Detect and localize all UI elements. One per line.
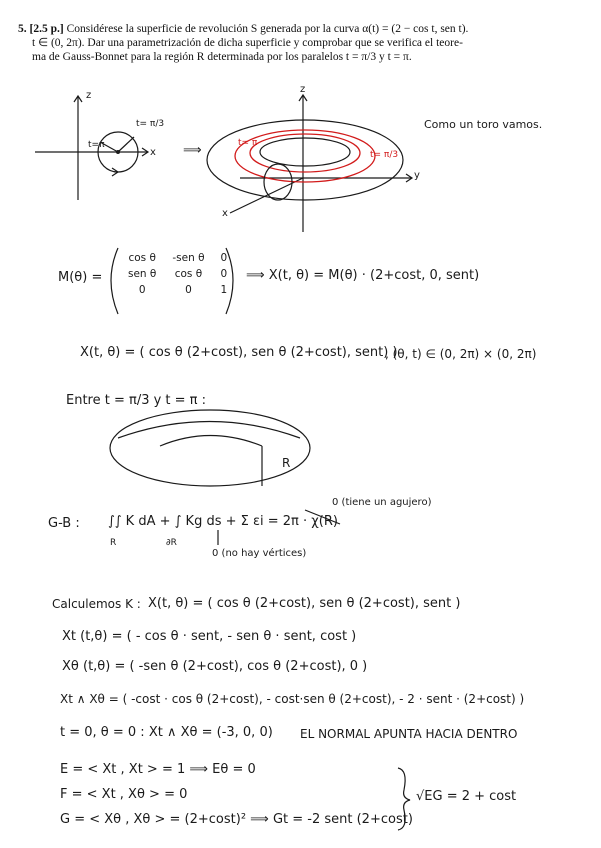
torus-hole — [260, 138, 350, 166]
calc-xt: Xt (t,θ) = ( - cos θ · sent, - sen θ · sent, cost ) — [62, 629, 357, 644]
calc-normal-note: EL NORMAL APUNTA HACIA DENTRO — [300, 727, 518, 741]
rotation-matrix — [120, 250, 235, 298]
problem-text-3: ma de Gauss-Bonnet para la región R determinada por los paralelos t = π/3 y t = π. — [32, 51, 412, 63]
right-y-label: y — [414, 170, 420, 181]
problem-text-1: Considérese la superficie de revolución S generada por la curva α(t) = (2 − cos t, sen t). — [66, 23, 469, 35]
problem-text-2: t ∈ (0, 2π). Dar una parametrización de dicha superficie y comprobar que se verifica el teore- — [32, 37, 463, 49]
region-r-label: R — [282, 456, 291, 470]
m02: 0 — [220, 252, 228, 264]
m12: 0 — [220, 268, 228, 280]
region-label: Entre t = π/3 y t = π : — [66, 393, 207, 408]
left-t-pi3-label: t= π/3 — [136, 119, 165, 129]
m00: cos θ — [128, 252, 156, 264]
gb-sub-r: R — [110, 538, 117, 548]
region-torus-hole — [160, 436, 262, 447]
circle-center — [116, 150, 120, 154]
calc-F: F = < Xt , Xθ > = 0 — [60, 787, 188, 802]
gb-zero-top: 0 (tiene un agujero) — [332, 497, 432, 508]
red-t-pi-label: t= π — [238, 138, 258, 148]
right-z-label: z — [300, 84, 306, 95]
implies-arrow: ⟹ — [183, 143, 202, 158]
calc-sqrt: √EG = 2 + cost — [416, 789, 517, 804]
problem-number: 5. — [18, 23, 27, 35]
calc-G: G = < Xθ , Xθ > = (2+cost)² ⟹ Gt = -2 sent (2+cost) — [60, 812, 413, 827]
calc-normal-t: t = 0, θ = 0 : Xt ∧ Xθ = (-3, 0, 0) — [60, 725, 273, 740]
param-eq: X(t, θ) = ( cos θ (2+cost), sen θ (2+cost), sent) ) — [80, 345, 398, 360]
m01: -sen θ — [172, 252, 205, 264]
left-z-label: z — [86, 90, 92, 101]
matrix-lhs: M(θ) = — [58, 270, 103, 285]
gb-zero-bottom: 0 (no hay vértices) — [212, 548, 307, 559]
torus-note: Como un toro vamos. — [424, 118, 543, 131]
left-t-pi-label: t=π — [88, 140, 105, 150]
problem-points: [2.5 p.] — [29, 23, 64, 35]
gb-sub-dr: ∂R — [166, 538, 177, 548]
calc-x-eq: X(t, θ) = ( cos θ (2+cost), sen θ (2+cost), sent ) — [148, 596, 461, 611]
param-domain: , (θ, t) ∈ (0, 2π) × (0, 2π) — [385, 347, 537, 361]
red-t-pi3-label: t= π/3 — [370, 150, 399, 160]
matrix-left-paren — [111, 248, 118, 314]
m20: 0 — [138, 284, 146, 296]
m10: sen θ — [128, 268, 157, 280]
calc-cross: Xt ∧ Xθ = ( -cost · cos θ (2+cost), - cost·sen θ (2+cost), - 2 · sent · (2+cost) ) — [60, 692, 525, 706]
radius-line — [118, 137, 134, 152]
calc-intro: Calculemos K : — [52, 597, 141, 611]
calc-xtheta: Xθ (t,θ) = ( -sen θ (2+cost), cos θ (2+cost), 0 ) — [62, 659, 368, 674]
m11: cos θ — [174, 268, 203, 280]
m21: 0 — [185, 284, 192, 296]
m22: 1 — [220, 284, 228, 296]
left-x-label: x — [150, 147, 156, 158]
right-x-label: x — [222, 208, 228, 219]
gb-eq: ∫∫ K dA + ∫ Kg ds + Σ εi = 2π · χ(R) — [108, 514, 338, 529]
gb-lhs: G-B : — [48, 516, 80, 531]
matrix-rhs: ⟹ X(t, θ) = M(θ) · (2+cost, 0, sent) — [246, 268, 480, 283]
calc-E: E = < Xt , Xt > = 1 ⟹ Eθ = 0 — [60, 762, 256, 777]
